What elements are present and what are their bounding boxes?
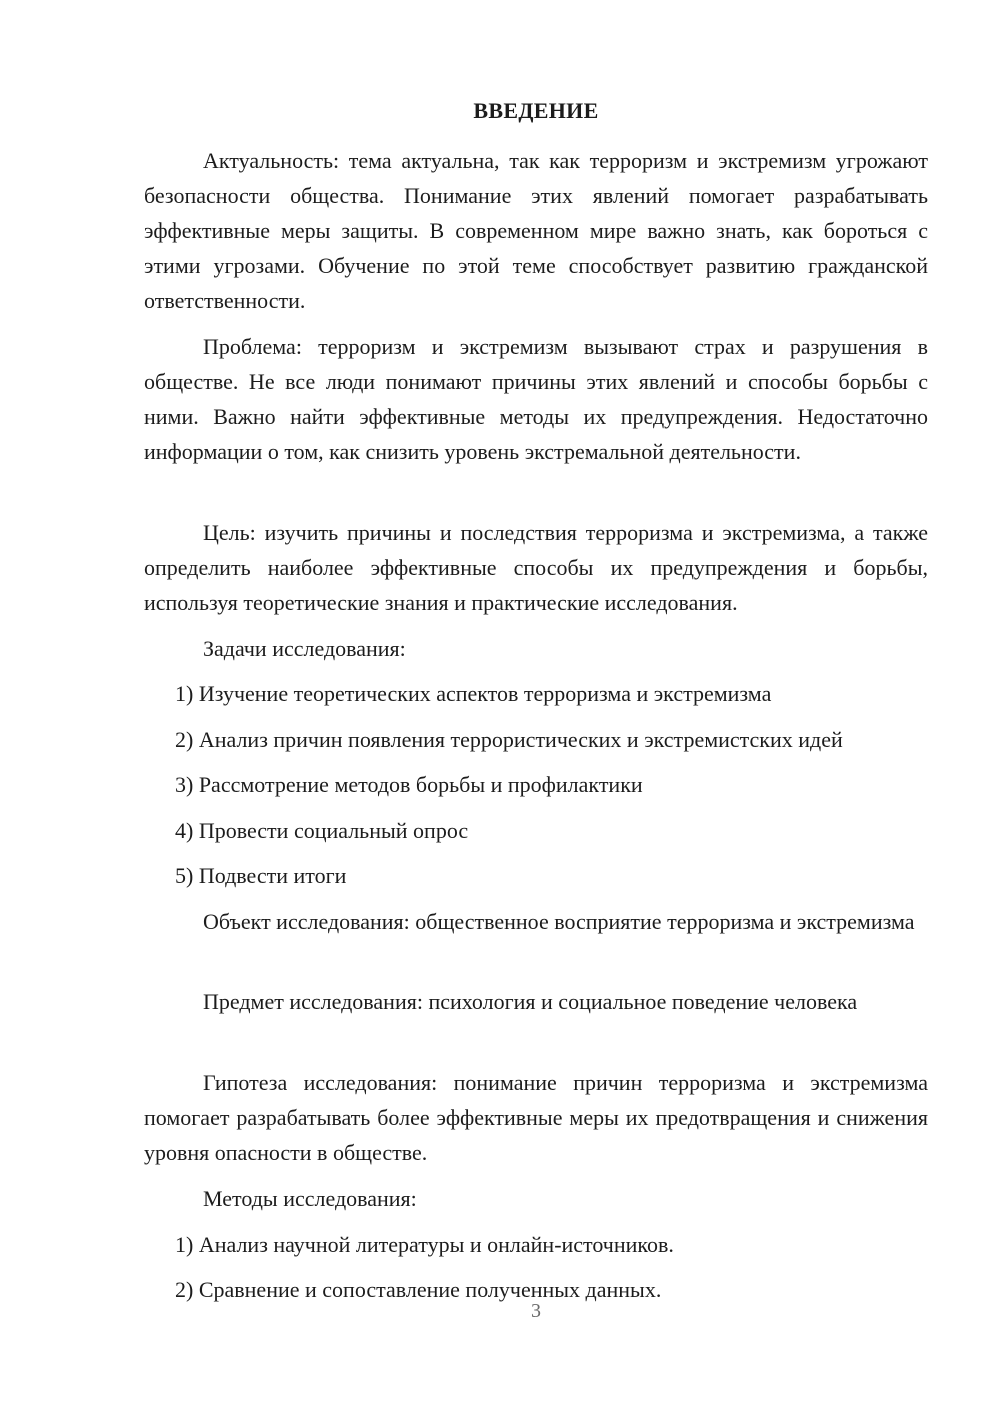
page-number: 3: [531, 1300, 541, 1322]
goal-paragraph: Цель: изучить причины и последствия терроризма и экстремизма, а также определить наиболее эффективные способы их предупреждения и борьбы, используя теоретические знания и практические исследования.: [144, 520, 928, 615]
subject-paragraph: Предмет исследования: психология и социальное поведение человека: [203, 989, 858, 1014]
tasks-heading: Задачи исследования:: [203, 636, 406, 661]
section-title: ВВЕДЕНИЕ: [473, 98, 599, 123]
problem-paragraph: Проблема: терроризм и экстремизм вызывают страх и разрушения в обществе. Не все люди понимают причины этих явлений и способы борьбы с ними. Важно найти эффективные методы их предупреждения. Недостаточно информации о том, как снизить уровень экстремальной деятельности.: [144, 334, 928, 464]
task-item: 1) Изучение теоретических аспектов терроризма и экстремизма: [175, 681, 772, 706]
methods-heading: Методы исследования:: [203, 1186, 417, 1211]
task-item: 2) Анализ причин появления террористических и экстремистских идей: [175, 727, 843, 752]
relevance-paragraph: Актуальность: тема актуальна, так как терроризм и экстремизм угрожают безопасности общества. Понимание этих явлений помогает разрабатывать эффективные меры защиты. В современном мире важно знать, как бороться с этими угрозами. Обучение по этой теме способствует развитию гражданской ответственности.: [144, 148, 928, 313]
method-item: 2) Сравнение и сопоставление полученных данных.: [175, 1277, 662, 1302]
task-item: 5) Подвести итоги: [175, 863, 347, 888]
hypothesis-paragraph: Гипотеза исследования: понимание причин терроризма и экстремизма помогает разрабатывать более эффективные меры их предотвращения и снижения уровня опасности в обществе.: [144, 1070, 928, 1165]
method-item: 1) Анализ научной литературы и онлайн-источников.: [175, 1232, 674, 1257]
task-item: 4) Провести социальный опрос: [175, 818, 469, 843]
task-item: 3) Рассмотрение методов борьбы и профилактики: [175, 772, 643, 797]
object-paragraph: Объект исследования: общественное восприятие терроризма и экстремизма: [203, 909, 915, 934]
